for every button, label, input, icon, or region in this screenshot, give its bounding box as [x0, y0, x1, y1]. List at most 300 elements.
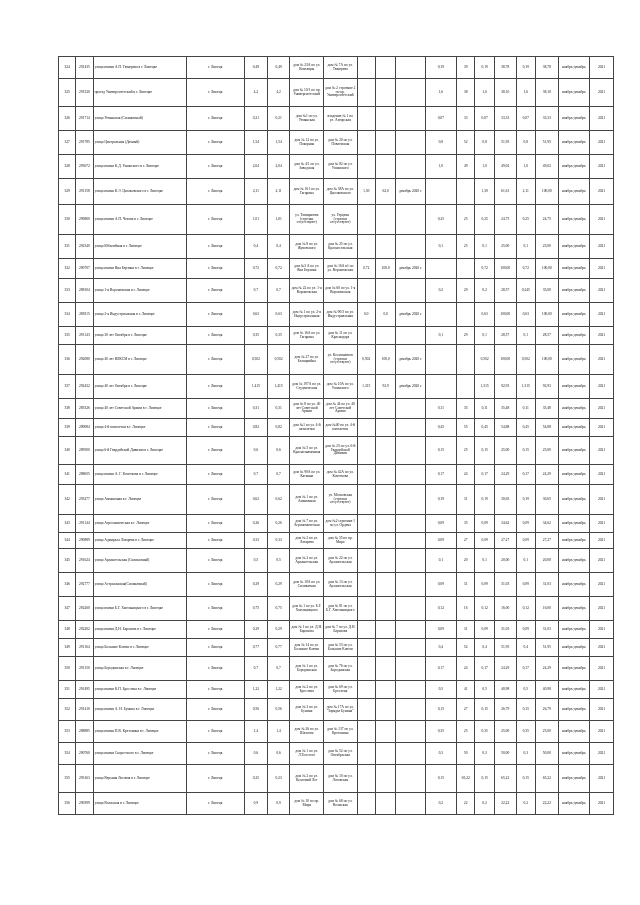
sum-length: 1,6: [475, 79, 494, 107]
length-covered: 0,26: [267, 515, 290, 533]
city-name: г. Липецк: [186, 399, 244, 419]
repair-date: [396, 515, 425, 533]
final-percent: 33,33: [535, 107, 558, 131]
repair-year: 2021: [590, 485, 614, 515]
segment-start: дом № 2 по ул. Козловый Лог: [290, 765, 324, 793]
sum-percent: 38,78: [494, 57, 516, 79]
sum-length: 0,1: [475, 235, 494, 259]
final-length: 0,15: [516, 437, 535, 465]
repaired-percent: [375, 549, 396, 573]
repaired-length: [357, 437, 375, 465]
final-length: 0,2: [516, 793, 535, 815]
city-name: г. Липецк: [186, 465, 244, 485]
repaired-percent: [375, 793, 396, 815]
repair-date: [396, 743, 425, 765]
repaired-length: [357, 743, 375, 765]
final-percent: 25,00: [535, 235, 558, 259]
sum-percent: 22,22: [494, 793, 516, 815]
segment-end: дом № 17А по ул. "Зарядье Бунина": [324, 699, 358, 721]
segment-start: дом № 3 по ул. Бунина: [290, 699, 324, 721]
segment-end: дом № 22 по ул. Архангельская: [324, 549, 358, 573]
repair-year: 2021: [590, 259, 614, 279]
segment-start: дом № 2 по ул. Лазарева: [290, 533, 324, 549]
planned-length: 0,11: [425, 399, 456, 419]
repaired-percent: [375, 485, 396, 515]
planned-length: 1,0: [425, 155, 456, 179]
repaired-percent: [375, 155, 396, 179]
road-id: 291785: [76, 131, 93, 155]
segment-start: дом № 8 по ул. 40 лет Советской Армии: [290, 399, 324, 419]
repair-date: [396, 79, 425, 107]
length-total: 0,35: [245, 327, 268, 345]
final-percent: 24,29: [535, 657, 558, 681]
repaired-length: [357, 681, 375, 699]
table-row: [59, 485, 614, 515]
sum-percent: 100,00: [494, 303, 516, 327]
planned-length: 0,45: [425, 419, 456, 437]
final-length: 0,09: [516, 515, 535, 533]
final-length: 1,6: [516, 79, 535, 107]
road-id: 292260: [76, 597, 93, 621]
city-name: г. Липецк: [186, 437, 244, 465]
length-covered: 0,502: [267, 345, 290, 375]
segment-end: дом № 52 по ул. Октябрьская: [324, 743, 358, 765]
planned-percent: [457, 345, 475, 375]
planned-percent: 52: [457, 639, 475, 657]
street-name: улица имени К.П. Брослена в г. Липецке: [93, 681, 186, 699]
final-percent: 20,00: [535, 549, 558, 573]
repair-period: ноябрь-декабрь: [558, 107, 589, 131]
repaired-length: [357, 721, 375, 743]
final-length: 0,15: [516, 699, 535, 721]
sum-percent: 33,33: [494, 107, 516, 131]
segment-start: дом № 26 по ул. Шахтова: [290, 721, 324, 743]
repaired-percent: [375, 533, 396, 549]
length-covered: 0,63: [267, 303, 290, 327]
sum-percent: 24,75: [494, 205, 516, 235]
repaired-percent: [375, 721, 396, 743]
street-name: улица имени К.Э. Циолковского в г. Липецке: [93, 179, 186, 205]
final-length: 1,315: [516, 375, 535, 399]
sum-percent: 30,65: [494, 485, 516, 515]
planned-percent: 25: [457, 235, 475, 259]
sum-length: 0,19: [475, 485, 494, 515]
sum-length: 0,1: [475, 327, 494, 345]
repaired-percent: 62,0: [375, 179, 396, 205]
repaired-percent: [375, 597, 396, 621]
repaired-percent: [375, 279, 396, 303]
sum-length: 0,15: [475, 699, 494, 721]
street-name: улица имени Скоротского в г. Липецке: [93, 743, 186, 765]
road-id: 292432: [76, 375, 93, 399]
repaired-length: [357, 205, 375, 235]
street-name: улица имени А. Н. Бунина в г. Липецке: [93, 699, 186, 721]
repair-year: 2021: [590, 721, 614, 743]
final-length: 0,8: [516, 131, 535, 155]
length-covered: 1,4: [267, 721, 290, 743]
sum-length: 1,30: [475, 179, 494, 205]
city-name: г. Липецк: [186, 179, 244, 205]
length-covered: 0,35: [267, 327, 290, 345]
final-length: 0,4: [516, 639, 535, 657]
street-name: проезд Университетский в г. Липецке: [93, 79, 186, 107]
planned-length: 0,07: [425, 107, 456, 131]
table-row: [59, 765, 614, 793]
row-number: 334: [59, 303, 76, 327]
sum-percent: 34,62: [494, 515, 516, 533]
planned-percent: 31: [457, 573, 475, 597]
repaired-percent: [375, 621, 396, 639]
repaired-length: [357, 155, 375, 179]
repaired-length: [357, 485, 375, 515]
final-length: 0,1: [516, 549, 535, 573]
street-name: улица Астраханская(Силикатный): [93, 573, 186, 597]
repaired-percent: [375, 573, 396, 597]
city-name: г. Липецк: [186, 375, 244, 399]
city-name: г. Липецк: [186, 657, 244, 681]
table-row: [59, 721, 614, 743]
city-name: г. Липецк: [186, 515, 244, 533]
segment-start: дом № 4/1 по ул. Заводская: [290, 155, 324, 179]
length-covered: 0,6: [267, 437, 290, 465]
segment-start: дом № 1 по ул. Бородинская: [290, 657, 324, 681]
sum-percent: 24,29: [494, 657, 516, 681]
road-id: 290707: [76, 259, 93, 279]
road-id: 290800: [76, 205, 93, 235]
row-number: 347: [59, 597, 76, 621]
city-name: г. Липецк: [186, 155, 244, 179]
repair-year: 2021: [590, 549, 614, 573]
length-covered: 0,23: [267, 765, 290, 793]
table-row: [59, 573, 614, 597]
final-length: 0,25: [516, 205, 535, 235]
city-name: г. Липецк: [186, 57, 244, 79]
segment-start: дом № 1 по ул. Д.Н. Бараховa: [290, 621, 324, 639]
length-total: 2,04: [245, 155, 268, 179]
table-row: [59, 681, 614, 699]
sum-length: 0,07: [475, 107, 494, 131]
segment-end: дом № 53 по ул. Большие Ключи: [324, 639, 358, 657]
planned-percent: 39: [457, 57, 475, 79]
segment-start: дом №1 по ул. Уемянская: [290, 107, 324, 131]
repair-date: [396, 57, 425, 79]
length-covered: 0,31: [267, 399, 290, 419]
segment-start: дом № 10/1 по пр. Университетский: [290, 79, 324, 107]
street-name: улица 40 лет Октября в г. Липецке: [93, 375, 186, 399]
row-number: 341: [59, 465, 76, 485]
repair-date: [396, 485, 425, 515]
table-row: [59, 743, 614, 765]
street-name: улица 30 лет Октября в г. Липецке: [93, 327, 186, 345]
repair-period: ноябрь-декабрь: [558, 131, 589, 155]
length-total: 0,31: [245, 399, 268, 419]
planned-length: 0,1: [425, 549, 456, 573]
final-length: 0,11: [516, 399, 535, 419]
sum-percent: 100,00: [494, 259, 516, 279]
segment-end: дом № 42А по ул. Кочеткова: [324, 465, 358, 485]
final-percent: 38,10: [535, 79, 558, 107]
repaired-length: [357, 465, 375, 485]
table-row: [59, 419, 614, 437]
road-id: 290760: [76, 743, 93, 765]
repair-period: ноябрь-декабрь: [558, 681, 589, 699]
repair-year: 2021: [590, 743, 614, 765]
repair-date: декабрь 2020 г.: [396, 179, 425, 205]
sum-percent: 25,00: [494, 437, 516, 465]
segment-end: дом № 69 по ул. Брослена: [324, 681, 358, 699]
segment-end: дом №2 строение 1 по ул. Ордена: [324, 515, 358, 533]
repaired-percent: 100,0: [375, 345, 396, 375]
length-total: 0,21: [245, 107, 268, 131]
repair-period: ноябрь-декабрь: [558, 597, 589, 621]
row-number: 337: [59, 375, 76, 399]
repaired-percent: [375, 743, 396, 765]
final-length: 0,17: [516, 465, 535, 485]
repair-year: 2021: [590, 79, 614, 107]
sum-length: 0,72: [475, 259, 494, 279]
planned-percent: 55: [457, 419, 475, 437]
table-row: [59, 793, 614, 815]
final-length: 0,17: [516, 657, 535, 681]
planned-length: 0,17: [425, 465, 456, 485]
repair-date: [396, 793, 425, 815]
table-row: [59, 131, 614, 155]
road-id: 290399: [76, 793, 93, 815]
length-total: 0,63: [245, 303, 268, 327]
length-total: 1,4: [245, 721, 268, 743]
sum-length: 0,17: [475, 465, 494, 485]
final-percent: 31,03: [535, 621, 558, 639]
segment-end: дом № 44 по ул. 40 лет Советской Армии: [324, 399, 358, 419]
street-name: улица Центральная (Дачный): [93, 131, 186, 155]
segment-start: дом № 27 по ул. Беляцкийна: [290, 345, 324, 375]
planned-percent: [457, 375, 475, 399]
row-number: 340: [59, 437, 76, 465]
final-percent: 25,00: [535, 721, 558, 743]
repaired-percent: [375, 437, 396, 465]
row-number: 327: [59, 131, 76, 155]
final-percent: 35,00: [535, 279, 558, 303]
repaired-length: [357, 657, 375, 681]
table-row: [59, 259, 614, 279]
segment-end: дом № 7 по ул. Д.Н. Бараховa: [324, 621, 358, 639]
repaired-length: [357, 573, 375, 597]
table-row: [59, 179, 614, 205]
planned-percent: 35: [457, 399, 475, 419]
planned-length: 0,12: [425, 597, 456, 621]
repair-date: [396, 155, 425, 179]
length-total: 0,4: [245, 235, 268, 259]
city-name: г. Липецк: [186, 235, 244, 259]
street-name: улица имени А.П. Тюнерева в г. Липецке: [93, 57, 186, 79]
city-name: г. Липецк: [186, 533, 244, 549]
road-id: 290889: [76, 533, 93, 549]
city-name: г. Липецк: [186, 303, 244, 327]
planned-percent: 27: [457, 699, 475, 721]
segment-end: дом № 25 по ул. Красносельская: [324, 235, 358, 259]
planned-percent: 16: [457, 597, 475, 621]
sum-percent: 20,00: [494, 549, 516, 573]
segment-start: дом № 10 по пр. Мира: [290, 793, 324, 815]
repaired-percent: [375, 57, 396, 79]
repaired-length: [357, 107, 375, 131]
planned-percent: 38: [457, 79, 475, 107]
final-percent: 22,22: [535, 793, 558, 815]
sum-percent: 38,10: [494, 79, 516, 107]
street-name: улица имени Б.Г. Хмельницкого в г. Липецке: [93, 597, 186, 621]
length-covered: 0,62: [267, 485, 290, 515]
city-name: г. Липецк: [186, 597, 244, 621]
segment-end: ул. Московская (стрелки отсутствуют): [324, 485, 358, 515]
length-covered: 1,415: [267, 375, 290, 399]
final-percent: 26,79: [535, 699, 558, 721]
table-row: [59, 279, 614, 303]
repaired-percent: [375, 131, 396, 155]
repaired-percent: [375, 465, 396, 485]
sum-percent: 50,00: [494, 743, 516, 765]
road-id: 288115: [76, 303, 93, 327]
planned-length: 0,19: [425, 57, 456, 79]
road-id: 293163: [76, 765, 93, 793]
planned-length: 0,5: [425, 681, 456, 699]
segment-start: дом № 2 по ул. Брослена: [290, 681, 324, 699]
repair-year: 2021: [590, 179, 614, 205]
segment-end: дом № 2 строение 2 по пр. Университетский: [324, 79, 358, 107]
street-name: улица 1-я Воронежская в г. Липецке: [93, 279, 186, 303]
city-name: г. Липецк: [186, 621, 244, 639]
final-percent: 65,22: [535, 765, 558, 793]
planned-length: [425, 303, 456, 327]
table-row: [59, 437, 614, 465]
segment-end: дом № 68 по ул. Волжская: [324, 793, 358, 815]
segment-start: дом № 1 по ул. Б.Г. Хмельницкого: [290, 597, 324, 621]
row-number: 338: [59, 399, 76, 419]
repair-date: [396, 205, 425, 235]
planned-length: [425, 375, 456, 399]
sum-length: 0,19: [475, 57, 494, 79]
planned-percent: [457, 259, 475, 279]
repair-date: [396, 681, 425, 699]
sum-percent: 26,79: [494, 699, 516, 721]
length-covered: 1,54: [267, 131, 290, 155]
street-name: улица имени А. Г. Кочеткова в г. Липецке: [93, 465, 186, 485]
planned-length: 0,4: [425, 639, 456, 657]
repaired-percent: [375, 235, 396, 259]
sum-length: 0,45: [475, 419, 494, 437]
repaired-percent: 92,9: [375, 375, 396, 399]
sum-length: 0,09: [475, 533, 494, 549]
sum-length: 0,63: [475, 303, 494, 327]
repair-year: 2021: [590, 279, 614, 303]
repair-year: 2021: [590, 131, 614, 155]
sum-length: 0,2: [475, 279, 494, 303]
repair-period: ноябрь-декабрь: [558, 573, 589, 597]
segment-end: дом № 11 по ул. Краснодара: [324, 327, 358, 345]
length-total: 0,5: [245, 549, 268, 573]
repaired-length: 0,502: [357, 345, 375, 375]
row-number: 355: [59, 765, 76, 793]
road-id: 288104: [76, 279, 93, 303]
length-total: 0,49: [245, 57, 268, 79]
repair-period: ноябрь-декабрь: [558, 375, 589, 399]
repair-period: ноябрь-декабрь: [558, 179, 589, 205]
repaired-length: [357, 79, 375, 107]
repair-year: 2021: [590, 657, 614, 681]
table-row: [59, 155, 614, 179]
final-percent: 40,98: [535, 681, 558, 699]
length-covered: 0,33: [267, 533, 290, 549]
sum-percent: 25,00: [494, 235, 516, 259]
repair-date: [396, 465, 425, 485]
street-name: улица Архангельская (Силикатный): [93, 549, 186, 573]
repair-date: [396, 699, 425, 721]
table-row: [59, 699, 614, 721]
segment-start: дом № 7 по ул. Агрономическая: [290, 515, 324, 533]
sum-length: 1,315: [475, 375, 494, 399]
final-length: 0,245: [516, 279, 535, 303]
segment-start: дом № 2 по ул. Архангельская: [290, 549, 324, 573]
row-number: 344: [59, 533, 76, 549]
repaired-percent: [375, 765, 396, 793]
row-number: 351: [59, 681, 76, 699]
segment-end: дом № 137 по ул. Кретонина: [324, 721, 358, 743]
length-total: 2,11: [245, 179, 268, 205]
repaired-length: 1,30: [357, 179, 375, 205]
road-id: 288885: [76, 721, 93, 743]
row-number: 354: [59, 743, 76, 765]
repair-period: ноябрь-декабрь: [558, 621, 589, 639]
sum-length: 0,09: [475, 515, 494, 533]
repaired-percent: [375, 327, 396, 345]
repair-period: ноябрь-декабрь: [558, 205, 589, 235]
sum-percent: 51,95: [494, 639, 516, 657]
repair-year: 2021: [590, 765, 614, 793]
length-total: 0,72: [245, 259, 268, 279]
planned-length: 0,17: [425, 657, 456, 681]
street-name: улица Юбилейная в г. Липецке: [93, 235, 186, 259]
segment-end: дом № 25 по ул. 6-й Гвардейской Дивизии: [324, 437, 358, 465]
segment-end: ул. Герцена (стрелки отсутствуют): [324, 205, 358, 235]
table-row: [59, 465, 614, 485]
street-name: улица Бородинская в г. Липецке: [93, 657, 186, 681]
repaired-length: [357, 621, 375, 639]
final-length: 0,63: [516, 303, 535, 327]
final-length: 0,15: [516, 765, 535, 793]
repair-period: ноябрь-декабрь: [558, 485, 589, 515]
planned-length: 0,09: [425, 621, 456, 639]
final-length: 0,09: [516, 573, 535, 597]
final-percent: 16,00: [535, 597, 558, 621]
row-number: 330: [59, 205, 76, 235]
sum-length: 0,09: [475, 573, 494, 597]
repaired-percent: 100,0: [375, 259, 396, 279]
table-row: [59, 657, 614, 681]
road-id: 291714: [76, 107, 93, 131]
repair-period: ноябрь-декабрь: [558, 345, 589, 375]
final-percent: 24,75: [535, 205, 558, 235]
table-row: [59, 515, 614, 533]
planned-length: 0,2: [425, 279, 456, 303]
repaired-length: 1,315: [357, 375, 375, 399]
sum-percent: 35,48: [494, 399, 516, 419]
length-covered: 2,11: [267, 179, 290, 205]
repair-date: [396, 549, 425, 573]
final-length: 0,1: [516, 235, 535, 259]
length-total: 0,7: [245, 279, 268, 303]
final-percent: 34,62: [535, 515, 558, 533]
length-covered: 0,29: [267, 573, 290, 597]
road-id: 285326: [76, 399, 93, 419]
